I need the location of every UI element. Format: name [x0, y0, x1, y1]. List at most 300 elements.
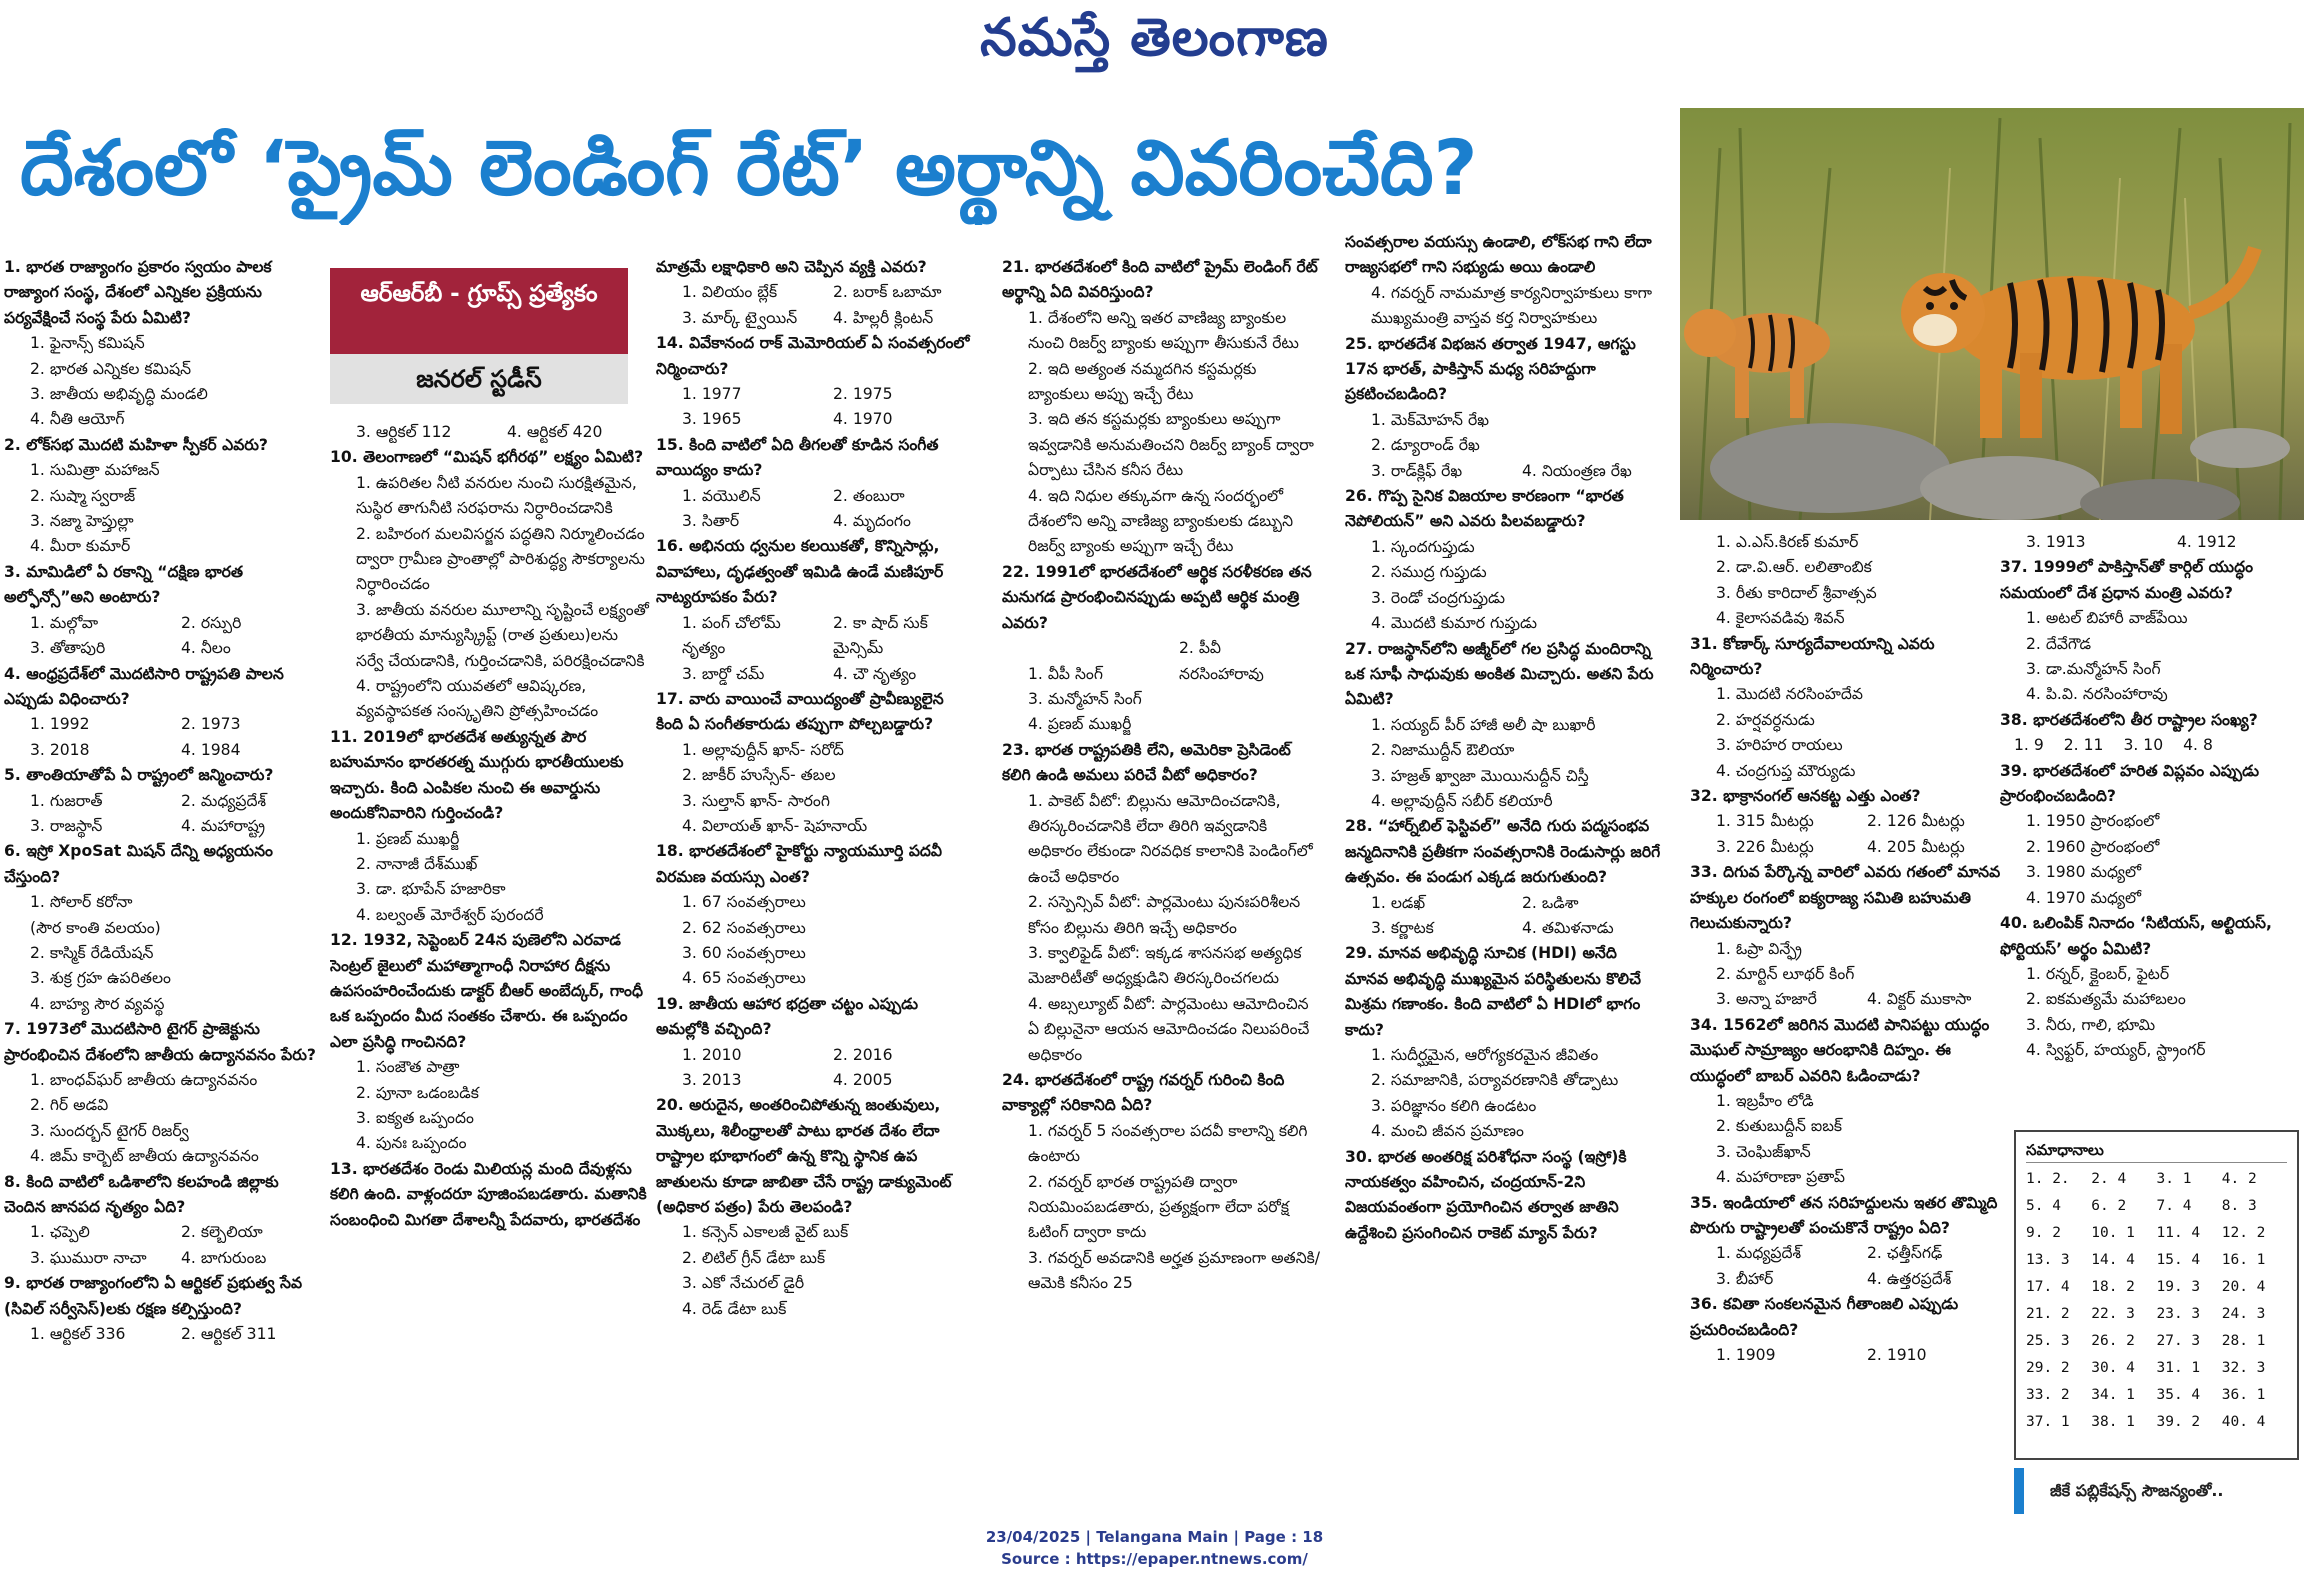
answer-option: 1. గుజరాత్ [30, 791, 103, 810]
answer-option: 1. విలియం బ్లేక్ [682, 283, 778, 302]
question-number: 6. [4, 842, 21, 861]
question-column-5 [1345, 230, 1665, 1525]
answer-option: 4. ఉత్తరప్రదేశ్ [1867, 1269, 1952, 1288]
question-column-6 [1690, 530, 2010, 1525]
question-text [4, 560, 324, 611]
answer-key-cell: 27. 3 [2156, 1333, 2201, 1349]
question-block [1690, 632, 2010, 784]
question-block [1345, 814, 1665, 941]
question-text [330, 725, 650, 827]
answer-option: 1. లడఖ్ [1371, 893, 1426, 912]
question-block [656, 1093, 976, 1322]
question-stem: మానవ అభివృద్ధి సూచిక (HDI) అనేది మానవ అభివృద్ధి ముఖ్యమైన పరిస్థితులను కొలిచే మిశ్రమ గణాంకం. కింది వాటిలో ఏ HDIలో భాగం కాదు? [1345, 944, 1641, 1039]
question-number: 36. [1690, 1295, 1718, 1314]
question-text [656, 839, 976, 890]
answer-option: 1. అటల్ బిహారీ వాజ్‌పేయి [2026, 609, 2188, 628]
question-block [1002, 1068, 1322, 1297]
answer-option: 4. కైలాసవడివు శివన్ [1716, 609, 1845, 628]
answer-option: 4. మహారాణా ప్రతాప్ [1716, 1168, 1845, 1187]
question-number: 3. [4, 562, 21, 581]
question-block [4, 839, 324, 1017]
question-number: 26. [1345, 487, 1373, 506]
answer-key-cell: 6. 2 [2091, 1198, 2127, 1214]
answer-option: 4. మొదటి కుమార గుప్తుడు [1371, 614, 1537, 633]
question-text [2000, 555, 2305, 606]
answer-option: 3. 1913 [2026, 533, 2086, 551]
answer-option: 2. ఆర్టికల్ 311 [181, 1325, 277, 1344]
question-block [4, 1271, 324, 1347]
answer-option: 3. 1980 మధ్యలో [2026, 863, 2142, 882]
answer-option: 4. 8 [2183, 736, 2213, 755]
answer-option: 3. చెంఘిజ్‌ఖాన్ [1716, 1142, 1811, 1161]
answer-key-cell: 17. 4 [2026, 1279, 2070, 1295]
question-text [1002, 255, 1322, 306]
answer-option: 1. వయొలిన్ [682, 486, 761, 505]
question-text [2000, 759, 2305, 810]
answer-option: 2. 62 సంవత్సరాలు [682, 918, 806, 937]
answer-key-cell: 3. 1 [2156, 1171, 2192, 1187]
answer-option: 1. 67 సంవత్సరాలు [682, 893, 806, 912]
answer-option: 3. శుక్ర గ్రహ ఉపరితలం [30, 969, 171, 988]
question-block [656, 534, 976, 686]
question-stem: భారతదేశంలో రాష్ట్ర గవర్నర్ గురించి కింది వాక్యాల్లో సరికానిది ఏది? [1002, 1071, 1285, 1115]
question-text [1690, 632, 2010, 683]
answer-option: 3. గవర్నర్ అవడానికి అర్హత ప్రమాణంగా అతనికి/ఆమెకి కనీసం 25 [1028, 1248, 1321, 1293]
answer-option: 1. దేశంలోని అన్ని ఇతర వాణిజ్య బ్యాంకుల నుంచి రిజర్వ్ బ్యాంకు అప్పుగా తీసుకునే రేటు [1028, 308, 1299, 353]
answer-key-cell: 20. 4 [2221, 1279, 2266, 1295]
answer-option: 4. హిల్లరీ క్లింటన్ [833, 308, 934, 327]
question-stem: భారత అంతరిక్ష పరిశోధనా సంస్థ (ఇస్రో)కి నాయకత్వం వహించిన, చంద్రయాన్-2ని విజయవంతంగా ప్రయోగించిన తర్వాత జాతిని ఉద్దేశించి ప్రసంగించిన రాకెట్ మ్యాన్ పేరు? [1345, 1147, 1627, 1242]
question-number: 24. [1002, 1071, 1030, 1089]
question-number: 15. [656, 435, 684, 454]
question-number: 35. [1690, 1193, 1718, 1212]
answer-option: 3. సితార్ [682, 512, 740, 531]
answer-option: 1. ఆర్టికల్ 336 [30, 1325, 126, 1344]
answer-option: 4. 1984 [181, 740, 241, 759]
question-stem: భారతదేశంలో కింది వాటిలో ప్రైమ్ లెండింగ్ రేట్ అర్థాన్ని ఏది వివరిస్తుంది? [1002, 258, 1318, 302]
answer-key-cell: 36. 1 [2221, 1387, 2266, 1403]
question-text [1345, 332, 1665, 408]
tiger-photo-illustration [1680, 108, 2304, 520]
question-block [4, 255, 324, 433]
question-block [2000, 759, 2305, 911]
question-stem: తెలంగాణలో “మిషన్ భగీరథ” లక్ష్యం ఏమిటి? [363, 448, 644, 467]
answer-option: 1. సుదీర్ఘమైన, ఆరోగ్యకరమైన జీవితం [1371, 1046, 1599, 1064]
question-column-7 [2000, 530, 2305, 1120]
question-stem: రాజస్థాన్‌లోని అజ్మీర్‌లో గల ప్రసిద్ధ మందిరాన్ని ఒక సూఫీ సాధువుకు అంకిత మిచ్చారు. అతని పేరు ఏమిటి? [1345, 639, 1654, 709]
question-number: 32. [1690, 787, 1718, 806]
answer-option: 4. విలాయత్ ఖాన్- షెహనాయ్ [682, 816, 868, 835]
question-block [1345, 637, 1665, 815]
answer-key-cell: 29. 2 [2026, 1360, 2070, 1376]
question-number: 23. [1002, 740, 1030, 759]
question-number: 27. [1345, 639, 1373, 658]
answer-option: 4. మృదంగం [833, 512, 911, 531]
answer-option: 1. 1977 [682, 385, 742, 404]
question-text [656, 1093, 976, 1220]
question-block [4, 560, 324, 662]
question-block [656, 433, 976, 535]
answer-option: 4. మంచి జీవన ప్రమాణం [1371, 1122, 1524, 1141]
answer-option: 3. రెండో చంద్రగుప్తుడు [1371, 588, 1505, 607]
question-stem: గొప్ప సైనిక విజయాల కారణంగా “భారత నెపోలియన్” అని ఎవరు పిలవబడ్డారు? [1345, 487, 1624, 531]
question-block [2000, 708, 2305, 759]
question-stem: భాక్రానంగల్ ఆనకట్ట ఎత్తు ఎంత? [1723, 787, 1921, 806]
answer-option: 3. సుల్తాన్ ఖాన్- సారంగి [682, 791, 830, 810]
answer-option: 4. ఆర్టికల్ 420 [507, 423, 603, 441]
question-block [1690, 784, 2010, 860]
answer-option: 3. తోతాపురి [30, 639, 106, 658]
question-stem: లోక్‌సభ మొదటి మహిళా స్పీకర్ ఎవరు? [26, 435, 268, 454]
question-stem: భారత రాజ్యాంగంలోని ఏ ఆర్టికల్ ప్రభుత్వ సేవ (సివిల్ సర్వీసెస్)లకు రక్షణ కల్పిస్తుంది? [4, 1274, 303, 1318]
question-text [1345, 1145, 1665, 1247]
answer-option: 2. ఐకమత్యమే మహాబలం [2026, 990, 2186, 1009]
answer-key-cell: 14. 4 [2091, 1252, 2135, 1268]
question-text [4, 662, 324, 713]
answers-title: సమాధానాలు [2026, 1138, 2287, 1163]
question-block [1002, 560, 1322, 738]
answer-option: 2. కాస్మిక్ రేడియేషన్ [30, 943, 154, 962]
question-number: 9. [4, 1274, 21, 1293]
question-text [1002, 560, 1322, 636]
answer-option: 4. ఇది నిధుల తక్కువగా ఉన్న సందర్భంలో దేశంలోని అన్ని వాణిజ్య బ్యాంకులకు డబ్బుని రిజర్వ్ బ్యాంకు అప్పుగా ఇచ్చే రేటు [1028, 486, 1294, 556]
question-number: 12. [330, 931, 358, 950]
answer-option: 2. 1960 ప్రారంభంలో [2026, 837, 2160, 856]
answer-option: 1. మధ్యప్రదేశ్ [1716, 1244, 1802, 1263]
question-block [330, 725, 650, 928]
answer-option: 2. సస్పెన్సివ్ వీటో: పార్లమెంటు పునఃపరిశీలన కోసం బిల్లును తిరిగి ఇచ్చే అధికారం [1028, 893, 1301, 937]
answer-option: 2. ఛత్తీస్‌గఢ్ [1867, 1244, 1943, 1263]
question-stem: కింది వాటిలో ఏది తీగలతో కూడిన సంగీత వాయిద్యం కాదు? [656, 435, 939, 480]
answer-option: 2. మధ్యప్రదేశ్ [181, 791, 267, 810]
question-block [1690, 530, 2010, 632]
rrb-groups-badge: ఆర్ఆర్‌బీ - గ్రూప్స్ ప్రత్యేకం [330, 268, 628, 354]
answer-option: 3. 2018 [30, 740, 90, 759]
answer-key-cell: 10. 1 [2091, 1225, 2135, 1241]
answer-key-cell: 12. 2 [2221, 1225, 2266, 1241]
question-stem: 1991లో భారతదేశంలో ఆర్థిక సరళీకరణ తన మనుగడ ప్రారంభించినప్పుడు అప్పటి ఆర్థిక మంత్రి ఎవరు? [1002, 562, 1312, 632]
answer-option: 1. ఎ.ఎస్.కిరణ్ కుమార్ [1716, 533, 1859, 551]
question-number: 22. [1002, 562, 1030, 581]
question-text [4, 1271, 324, 1322]
answer-option: 2. భారత ఎన్నికల కమిషన్ [30, 359, 192, 378]
answer-key-cell: 11. 4 [2156, 1225, 2201, 1241]
question-block [656, 255, 976, 331]
question-number: 8. [4, 1172, 21, 1191]
question-stem: కోణార్క్ సూర్యదేవాలయాన్ని ఎవరు నిర్మించారు? [1690, 634, 1935, 679]
question-text [330, 928, 650, 1055]
question-number: 18. [656, 842, 684, 861]
question-number: 5. [4, 766, 21, 785]
answer-option: 2. పీవీ నరసింహారావు [1179, 639, 1264, 683]
answer-option: 1. 9 [2014, 736, 2044, 755]
answer-option: 1. సోలార్ కరోనా [30, 893, 133, 912]
question-text [4, 839, 324, 890]
question-block [1345, 484, 1665, 636]
answer-key-cell: 22. 3 [2091, 1306, 2135, 1322]
answer-option: 4. పునః ఒప్పందం [356, 1134, 467, 1153]
question-stem: “హార్న్‌బిల్ ఫెస్టివల్” అనేది గురు పద్మసంభవ జన్మదినానికి ప్రతీకగా సంవత్సరానికి రెండుసార్లు జరిగే ఉత్సవం. ఈ పండుగ ఎక్కడ జరుగుతుంది? [1345, 817, 1661, 887]
question-text [1002, 1068, 1322, 1119]
answer-option: 2. 1975 [833, 385, 893, 404]
answer-option: 4. రెడ్ డేటా బుక్ [682, 1299, 787, 1318]
answer-option: 1. 315 మీటర్లు [1716, 812, 1814, 831]
answer-key-cell: 9. 2 [2026, 1225, 2061, 1241]
answer-option: 2. సమాజానికి, పర్యావరణానికి తోడ్పాటు [1371, 1071, 1619, 1090]
question-number: 20. [656, 1096, 684, 1115]
answer-key-cell: 24. 3 [2221, 1306, 2266, 1322]
question-stem: భారతదేశంలో హరిత విప్లవం ఎప్పుడు ప్రారంభించబడింది? [2000, 761, 2260, 806]
answer-option: 1. సయ్యద్ పీర్ హాజీ అలీ షా బుఖారీ [1371, 715, 1596, 734]
question-number: 34. [1690, 1015, 1718, 1034]
answer-option: 1. కన్సెన్ ఎకాలజీ వైట్ బుక్ [682, 1223, 849, 1242]
question-text [4, 433, 324, 458]
answer-option: 3. ఘుమురా నాచా [30, 1248, 147, 1267]
answer-option: 1. మల్గోవా [30, 613, 99, 632]
answer-option: 4. బాహ్య సౌర వ్యవస్థ [30, 994, 165, 1013]
answer-option: 3. ఇది తన కస్టమర్లకు బ్యాంకులు అప్పుగా ఇవ్వడానికి అనుమతించని రిజర్వ్ బ్యాంక్ ద్వారా ఏర్పాటు చేసిన కనీస రేటు [1028, 410, 1314, 480]
answer-key-cell: 30. 4 [2091, 1360, 2135, 1376]
answer-key-cell: 26. 2 [2091, 1333, 2135, 1349]
answer-option: 2. రస్పురి [181, 613, 242, 632]
question-text [4, 1017, 324, 1068]
question-text [656, 331, 976, 382]
answer-option: 2. లిటిల్ గ్రీన్ డేటా బుక్ [682, 1248, 826, 1267]
question-stem: భారతదేశం రెండు మిలియన్ల మంది దేవుళ్లను కలిగి ఉంది. వాళ్లందరూ పూజింపబడతారు. మతానికి సంబంధించి మిగతా దేశాలన్నీ పేదవారు, భారతదేశం [330, 1159, 647, 1229]
question-text [1690, 1292, 2010, 1343]
answer-option: 4. మీరా కుమార్ [30, 537, 131, 556]
answer-option: 3. 1965 [682, 410, 742, 429]
question-number: 25. [1345, 334, 1373, 353]
question-stem: సంవత్సరాల వయస్సు ఉండాలి, లోక్‌సభ గాని లేదా రాజ్యసభలో గాని సభ్యుడు అయి ఉండాలి [1345, 233, 1652, 277]
answer-option: 1. పంగ్ చోలోమ్ నృత్యం [682, 613, 781, 658]
question-stem: ఇస్రో XpoSat మిషన్ దేన్ని అధ్యయనం చేస్తుంది? [4, 842, 273, 886]
answer-option: 2. 1910 [1867, 1346, 1927, 1364]
headline: దేశంలో ‘ప్రైమ్ లెండింగ్ రేట్’ అర్థాన్ని వివరించేది? [20, 123, 1478, 212]
answer-key-cell: 5. 4 [2026, 1198, 2061, 1214]
answer-option: 3. పరిజ్ఞానం కలిగి ఉండటం [1371, 1096, 1537, 1115]
question-number: 7. [4, 1020, 21, 1039]
question-number: 28. [1345, 817, 1373, 836]
question-block [330, 420, 650, 445]
answer-option: 4. తమిళనాడు [1522, 918, 1614, 937]
answer-option: 2. బహిరంగ మలవిసర్జన పద్ధతిని నిర్మూలించడం ద్వారా గ్రామీణ ప్రాంతాల్లో పారిశుద్ధ్య సౌకర్యాలను నిర్ధారించడం [356, 524, 645, 594]
answer-option: 3. క్వాలిఫైడ్ వీటో: ఇక్కడ శాసనసభ అత్యధిక మెజారిటీతో అధ్యక్షుడిని తిరస్కరించగలదు [1028, 943, 1302, 988]
question-block [2000, 555, 2305, 707]
question-stem: భారత రాష్ట్రపతికి లేని, అమెరికా ప్రెసిడెంట్ కలిగి ఉండి అమలు పరిచే వీటో అధికారం? [1002, 740, 1291, 785]
question-block [330, 928, 650, 1157]
answer-option: 3. రీతు కారిదాల్ శ్రీవాత్సవ [1716, 583, 1877, 602]
question-block [2000, 530, 2305, 555]
answer-option: 4. రాష్ట్రంలోని యువతలో ఆవిష్కరణ, వ్యవస్థాపకత సంస్కృతిని ప్రోత్సహించడం [356, 677, 599, 721]
answer-option: 3. కర్ణాటక [1371, 918, 1434, 937]
answer-option: 4. చౌ నృత్యం [833, 664, 917, 683]
answer-option: 2. ఇది అత్యంత నమ్మదగిన కస్టమర్లకు బ్యాంకులు అప్పు ఇచ్చే రేటు [1028, 359, 1257, 404]
question-block [1690, 1191, 2010, 1293]
question-number: 31. [1690, 634, 1718, 653]
answer-option: 4. స్విఫ్టర్, హయ్యర్, స్ట్రాంగర్ [2026, 1041, 2206, 1060]
question-text [2000, 911, 2305, 962]
question-number: 14. [656, 334, 684, 353]
question-number: 37. [2000, 558, 2028, 577]
question-stem: భారత రాజ్యాంగం ప్రకారం స్వయం పాలక రాజ్యాంగ సంస్థ, దేశంలో ఎన్నికల ప్రక్రియను పర్యవేక్షించే సంస్థ పేరు ఏమిటి? [4, 258, 272, 327]
page-footer [0, 1526, 2309, 1570]
question-text [4, 255, 324, 331]
question-number: 40. [2000, 914, 2028, 933]
answer-option: 3. మార్క్ ట్వైయిన్ [682, 308, 798, 327]
answer-option: 3. నజ్మా హెప్తుల్లా [30, 512, 134, 531]
answer-option: 4. 205 మీటర్లు [1867, 837, 1965, 856]
answer-option: 4. 1912 [2177, 533, 2237, 551]
question-number: 19. [656, 994, 684, 1013]
question-stem: దిగువ పేర్కొన్న వారిలో ఎవరు గతంలో మానవ హక్కుల రంగంలో ఐక్యరాజ్య సమితి బహుమతి గెలుచుకున్నారు? [1690, 863, 2001, 933]
question-stem: కవితా సంకలనమైన గీతాంజలి ఎప్పుడు ప్రచురించబడింది? [1690, 1295, 1959, 1339]
tiger-photo [1680, 108, 2304, 520]
answer-option: (సౌర కాంతి వలయం) [30, 918, 161, 937]
answer-key-cell: 37. 1 [2026, 1414, 2070, 1430]
answer-key-cell: 15. 4 [2156, 1252, 2201, 1268]
question-number: 39. [2000, 761, 2028, 780]
answer-option: 2. కా షాద్ సుక్ మైన్సిమ్ [833, 613, 928, 658]
answer-option: 2. నిజాముద్దీన్ ఔలియా [1371, 741, 1515, 760]
answer-option: 2. మార్టిన్ లూథర్ కింగ్ [1716, 964, 1855, 983]
answer-key-cell: 25. 3 [2026, 1333, 2070, 1349]
question-block [4, 433, 324, 560]
question-stem: అభినయ ధ్వనుల కలయికతో, కొన్నిసార్లు, వివాహాలు, దృఢత్వంతో ఇమిడి ఉండే మణిపూర్ నాట్యరూపకం పేరు? [656, 537, 944, 607]
answer-key-cell: 7. 4 [2156, 1198, 2192, 1214]
answer-option: 4. 65 సంవత్సరాలు [682, 969, 806, 988]
question-stem: అరుదైన, అంతరించిపోతున్న జంతువులు, మొక్కలు, శిలీంధ్రాలతో పాటు భారత దేశం లేదా రాష్ట్రాల భూభాగంలో ఉన్న కొన్ని స్థానిక ఉప జాతులను కూడా జాబితా చేసే రాష్ట్ర డాక్యుమెంట్ (అధికార పత్రం) పేరు తెలపండి? [656, 1096, 952, 1217]
answer-option: 2. 2016 [833, 1045, 893, 1064]
question-stem: 2019లో భారతదేశ అత్యున్నత పౌర బహుమానం భారతరత్న ముగ్గురు భారతీయులకు ఇచ్చారు. కింది ఎంపికల నుంచి ఈ అవార్డును అందుకోనివారిని గుర్తించండి? [330, 727, 624, 823]
publisher-credit: జీకే పబ్లికేషన్స్ సౌజన్యంతో.. [2014, 1468, 2299, 1514]
answer-key-cell: 2. 4 [2091, 1171, 2127, 1187]
answer-option: 3. బీహార్ [1716, 1269, 1774, 1288]
answer-option: 3. నీరు, గాలి, భూమి [2026, 1015, 2156, 1034]
question-text [1345, 484, 1665, 535]
answer-option: 3. డా. భూపేన్ హజారికా [356, 880, 506, 899]
question-number: 1. [4, 258, 21, 276]
question-number: 17. [656, 689, 684, 708]
question-block [1690, 1013, 2010, 1191]
answer-option: 4. నియంత్రణ రేఖ [1522, 461, 1632, 480]
answer-option: 3. ఎకో నేచురల్ డైరీ [682, 1274, 805, 1293]
answer-key-cell: 13. 3 [2026, 1252, 2070, 1268]
answer-option: 3. రాడ్‌క్లిఫ్ రేఖ [1371, 461, 1463, 480]
question-stem: మాత్రమే లక్షాధికారి అని చెప్పిన వ్యక్తి ఎవరు? [656, 258, 927, 276]
question-text [330, 445, 650, 470]
answer-option: 4. బల్వంత్ మోరేశ్వర్ పురందరే [356, 905, 544, 924]
answer-option: 3. రాజస్థాన్ [30, 816, 103, 835]
answer-key-cell: 35. 4 [2156, 1387, 2201, 1403]
question-stem: 1932, సెప్టెంబర్ 24న పుణెలోని ఎరవాడ సెంట్రల్ జైలులో మహాత్మాగాంధీ నిరాహార దీక్షను ఉపసంహరించేందుకు డాక్టర్ బీఆర్ అంబేద్కర్, గాంధీ ఒక ఒప్పందం మీద సంతకం చేశారు. ఈ ఒప్పందం ఎలా ప్రసిద్ధి గాంచినది? [330, 931, 643, 1051]
answer-option: 2. హర్షవర్ధనుడు [1716, 710, 1815, 729]
masthead-logo: నమస్తే తెలంగాణ [980, 7, 1329, 68]
answer-key-cell: 38. 1 [2091, 1414, 2135, 1430]
answer-option: 1. ఉపరితల నీటి వనరుల నుంచి సురక్షితమైన, సుస్థిర తాగునీటి సరఫరాను నిర్ధారించడానికి [356, 473, 637, 518]
question-number: 4. [4, 664, 21, 683]
answer-key-cell: 23. 3 [2156, 1306, 2201, 1322]
question-text [1345, 941, 1665, 1043]
answer-key-cell: 1. 2. [2026, 1171, 2070, 1187]
question-text [656, 534, 976, 610]
question-text [1690, 1191, 2010, 1242]
question-stem: జాతీయ ఆహార భద్రతా చట్టం ఎప్పుడు అమల్లోకి వచ్చింది? [656, 994, 919, 1039]
question-stem: ఒలింపిక్ నినాదం ‘సిటియస్, అల్టియస్, ఫోర్టియస్’ అర్థం ఏమిటి? [2000, 914, 2272, 958]
question-block [4, 1017, 324, 1169]
question-block [1002, 738, 1322, 1068]
answer-option: 4. జిమ్ కార్బెట్ జాతీయ ఉద్యానవనం [30, 1147, 259, 1166]
question-text [1345, 230, 1665, 281]
answer-option: 2. సుష్మా స్వరాజ్ [30, 486, 136, 505]
answer-key-cell: 16. 1 [2221, 1252, 2266, 1268]
answer-key-cell: 40. 4 [2221, 1414, 2266, 1430]
question-column-1 [4, 255, 324, 1525]
question-number: 13. [330, 1159, 358, 1178]
answer-option: 3. ఐక్యత ఒప్పందం [356, 1108, 474, 1127]
question-block [330, 445, 650, 724]
answer-option: 2. పూనా ఒడంబడిక [356, 1083, 479, 1102]
question-text [1690, 860, 2010, 936]
question-block [1345, 1145, 1665, 1247]
answer-option: 1. రన్నర్, క్లైంబర్, ఫైటర్ [2026, 964, 2170, 983]
answer-option: 1. మొదటి నరసింహదేవ [1716, 685, 1863, 704]
answer-option: 1. 1950 ప్రారంభంలో [2026, 812, 2160, 831]
answer-key-cell: 28. 1 [2221, 1333, 2266, 1349]
answer-option: 2. జాకీర్ హుస్సేన్- తబల [682, 766, 836, 785]
answer-key-cell: 19. 3 [2156, 1279, 2201, 1295]
answer-option: 1. 1909 [1716, 1346, 1776, 1364]
answer-option: 1. మెక్‌మోహన్ రేఖ [1371, 410, 1489, 429]
question-text [1345, 637, 1665, 713]
question-number: 10. [330, 448, 358, 467]
answer-option: 2. ఒడిశా [1522, 893, 1579, 912]
question-column-4 [1002, 255, 1322, 1525]
question-stem: భారతదేశంలో హైకోర్టు న్యాయమూర్తి పదవీ విరమణ వయస్సు ఎంత? [656, 842, 943, 886]
answer-option: 3. సుందర్బన్ టైగర్ రిజర్వ్ [30, 1121, 189, 1140]
question-stem: ఇండియాలో తన సరిహద్దులను ఇతర తొమ్మిది పొరుగు రాష్ట్రాలతో పంచుకొనే రాష్ట్రం ఏది? [1690, 1193, 1998, 1237]
answer-key-cell: 18. 2 [2091, 1279, 2135, 1295]
answer-option: 2. డ్యూరాండ్ రేఖ [1371, 436, 1480, 455]
answer-key-cell: 21. 2 [2026, 1306, 2070, 1322]
answer-option: 3. ఆర్టికల్ 112 [356, 423, 452, 441]
question-block [656, 687, 976, 839]
answer-key-cell: 32. 3 [2221, 1360, 2266, 1376]
answer-option: 4. విక్టర్ ముకాసా [1867, 990, 1972, 1009]
footer-date-line: 23/04/2025 | Telangana Main | Page : 18 [985, 1528, 1324, 1546]
question-text [4, 1170, 324, 1221]
answer-option: 4. చంద్రగుప్త మౌర్యుడు [1716, 761, 1856, 780]
answer-option: 1. సుమిత్రా మహాజన్ [30, 461, 160, 480]
answer-option: 1. స్కందగుప్తుడు [1371, 537, 1475, 556]
answer-option: 1. ఇబ్రహీం లోడి [1716, 1091, 1814, 1110]
answer-option: 4. 2005 [833, 1071, 893, 1089]
question-stem: 1973లో మొదటిసారి టైగర్ ప్రాజెక్టును ప్రారంభించిన దేశంలోని జాతీయ ఉద్యానవనం పేరు? [4, 1020, 316, 1064]
general-studies-badge: జనరల్ స్టడీస్ [330, 354, 628, 404]
answer-option: 1. వీపీ సింగ్ [1028, 664, 1103, 683]
answer-option: 4. నీలం [181, 639, 231, 658]
question-stem: వారు వాయించే వాయిద్యంతో ప్రావీణ్యులైన కింది ఏ సంగీతకారుడు తప్పుగా పోల్చబడ్డారు? [656, 689, 944, 734]
question-stem: మామిడిలో ఏ రకాన్ని “దక్షిణ భారత అల్ఫోన్సో”అని అంటారు? [4, 562, 244, 607]
answer-option: 2. నానాజీ దేశ్‌ముఖ్ [356, 854, 478, 873]
question-number: 38. [2000, 710, 2028, 729]
answer-option: 2. దేవేగౌడ [2026, 634, 2092, 653]
question-text [656, 433, 976, 484]
question-number: 11. [330, 727, 358, 746]
answer-option: 3. హరిహర రాయలు [1716, 736, 1843, 755]
answer-option: 2. సముద్ర గుప్తుడు [1371, 563, 1487, 582]
answer-option: 1. ఛప్పెలి [30, 1223, 90, 1242]
